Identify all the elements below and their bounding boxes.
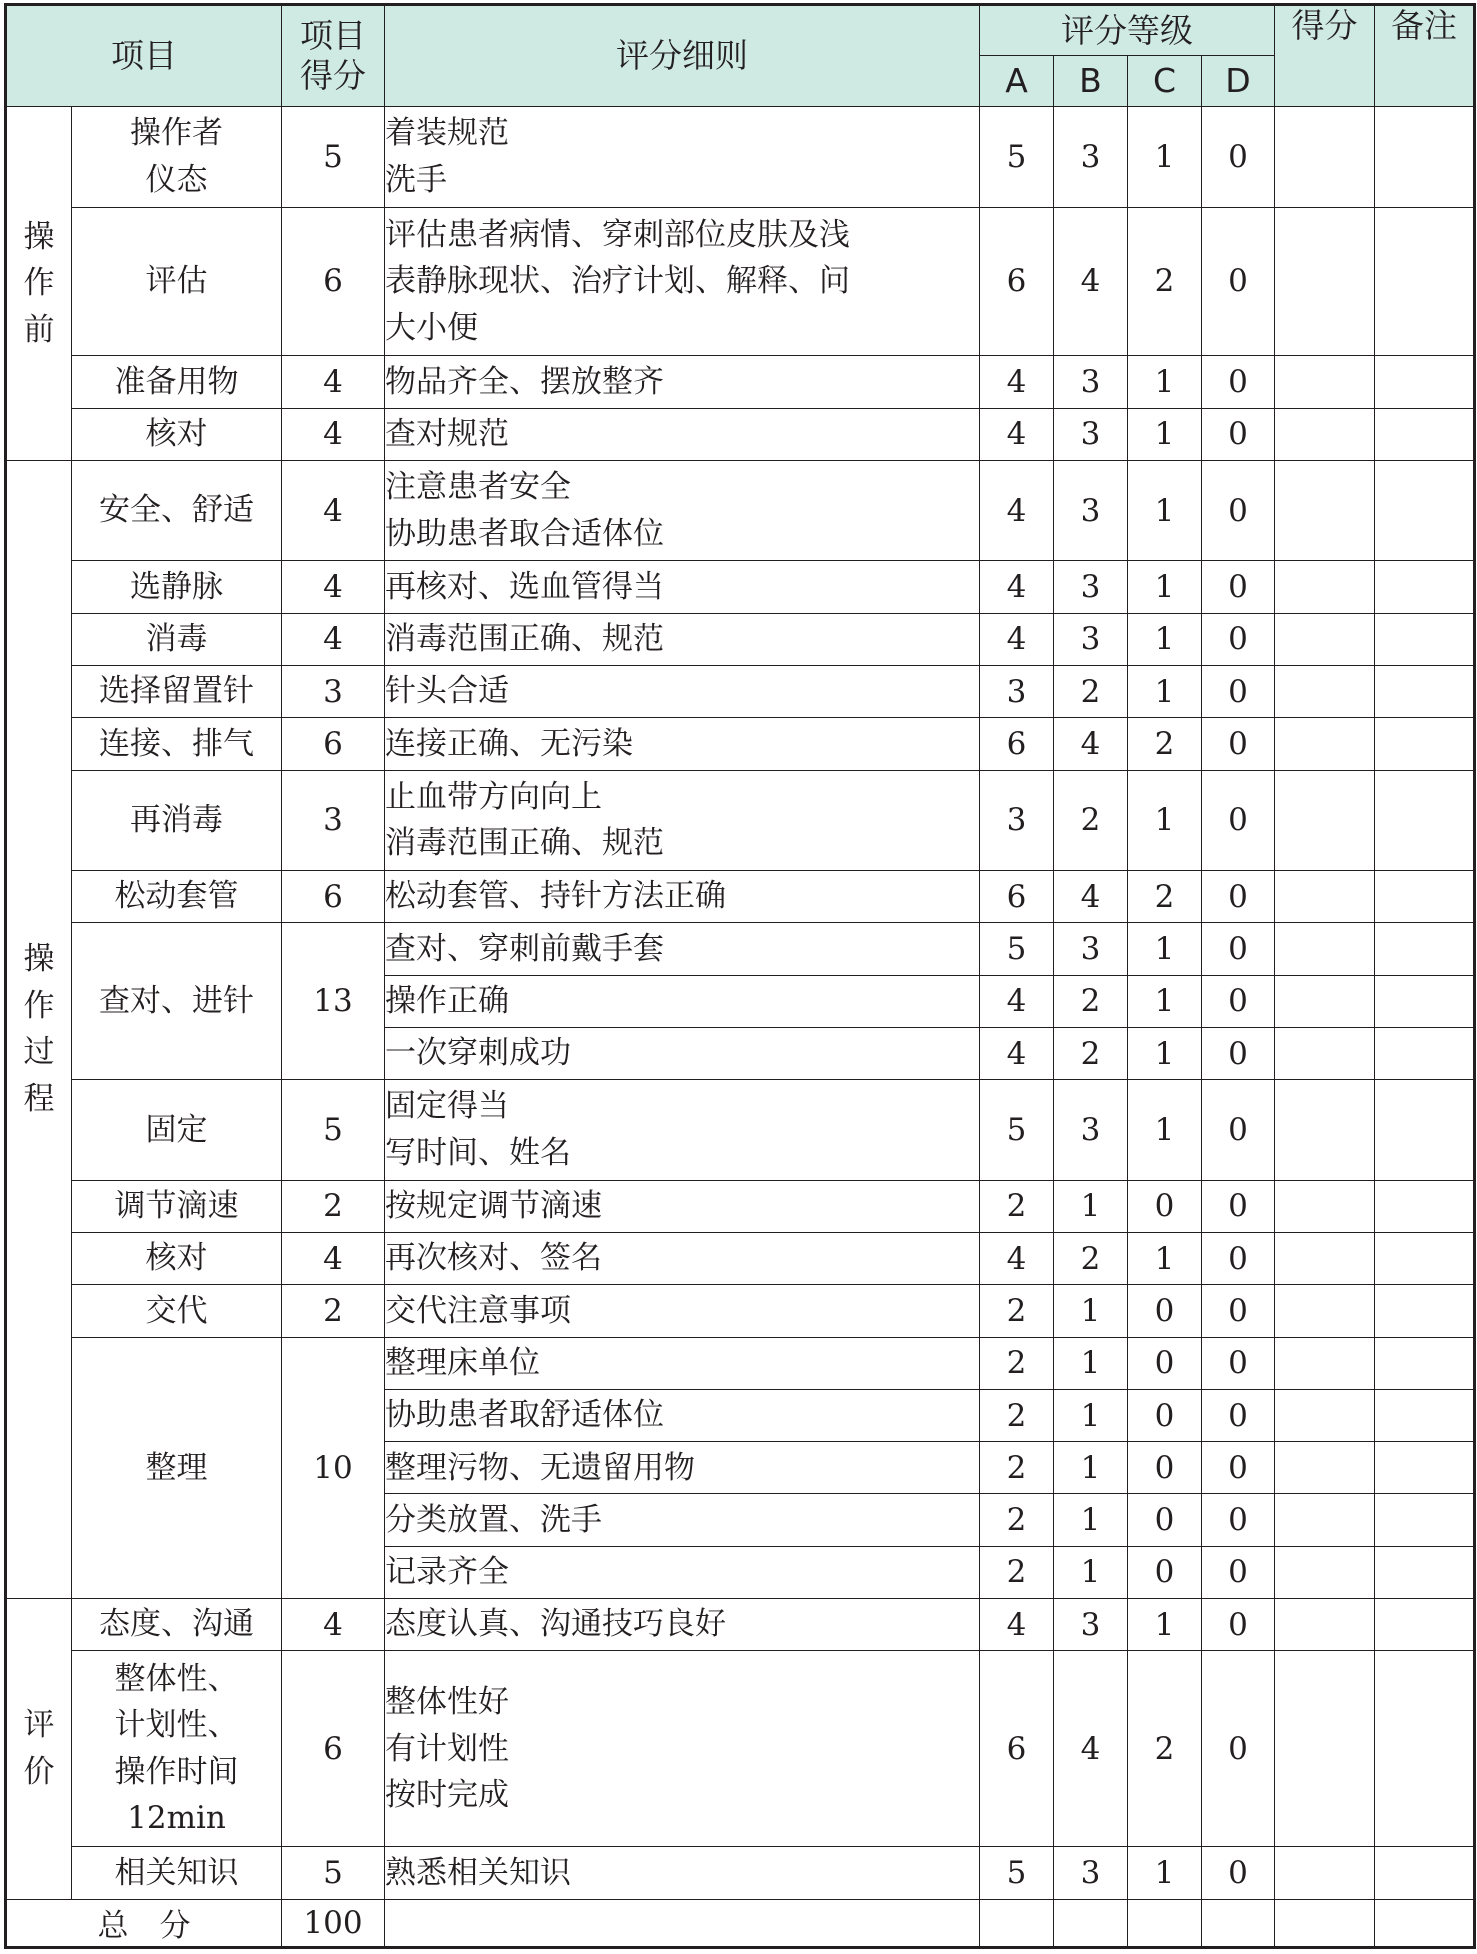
grade-c: 1: [1128, 1233, 1202, 1285]
grade-d: 0: [1202, 1285, 1275, 1337]
remark-cell[interactable]: [1375, 1442, 1475, 1494]
grade-c: 0: [1128, 1546, 1202, 1598]
item-name: 评估: [72, 207, 282, 356]
item-name: 整体性、 计划性、 操作时间 12min: [72, 1651, 282, 1847]
grade-c: 1: [1128, 356, 1202, 408]
grade-a: 4: [980, 613, 1054, 665]
grade-c: 1: [1128, 1027, 1202, 1079]
grade-c: 0: [1128, 1494, 1202, 1546]
grade-d: 0: [1202, 107, 1275, 208]
grade-a: 3: [980, 770, 1054, 871]
grade-d: 0: [1202, 1389, 1275, 1441]
grade-a: 5: [980, 923, 1054, 975]
item-score: 5: [282, 1847, 385, 1899]
remark-cell[interactable]: [1375, 975, 1475, 1027]
remark-cell[interactable]: [1375, 718, 1475, 770]
item-score: 4: [282, 408, 385, 460]
grade-b: 4: [1054, 871, 1128, 923]
rule-detail: 整理床单位: [385, 1337, 980, 1389]
grade-b: 2: [1054, 975, 1128, 1027]
rule-detail: 按规定调节滴速: [385, 1180, 980, 1232]
rule-detail: 分类放置、洗手: [385, 1494, 980, 1546]
grade-a: 6: [980, 1651, 1054, 1847]
grade-c: 0: [1128, 1285, 1202, 1337]
grade-d: 0: [1202, 207, 1275, 356]
item-score: 4: [282, 460, 385, 561]
item-name: 再消毒: [72, 770, 282, 871]
table-row: [6, 1847, 1475, 1899]
item-score: 4: [282, 561, 385, 613]
grade-b: 2: [1054, 770, 1128, 871]
remark-cell[interactable]: [1375, 1180, 1475, 1232]
rule-detail: 一次穿刺成功: [385, 1027, 980, 1079]
grade-b: 1: [1054, 1180, 1128, 1232]
table-body: [6, 107, 1475, 1948]
table-row: [6, 356, 1475, 408]
grade-a: 4: [980, 408, 1054, 460]
table-row: [6, 408, 1475, 460]
item-score: 6: [282, 1651, 385, 1847]
item-name: 消毒: [72, 613, 282, 665]
table-row: [6, 1180, 1475, 1232]
score-cell[interactable]: [1275, 1285, 1375, 1337]
grade-d: 0: [1202, 770, 1275, 871]
rule-detail: 熟悉相关知识: [385, 1847, 980, 1899]
rule-detail: 协助患者取舒适体位: [385, 1389, 980, 1441]
grade-a: 4: [980, 1233, 1054, 1285]
score-cell[interactable]: [1275, 770, 1375, 871]
table-row: [6, 1337, 1475, 1389]
grade-d: 0: [1202, 1598, 1275, 1650]
rule-detail: 态度认真、沟通技巧良好: [385, 1598, 980, 1650]
grade-b: 3: [1054, 408, 1128, 460]
remark-cell[interactable]: [1375, 1546, 1475, 1598]
grade-a: 6: [980, 207, 1054, 356]
remark-cell[interactable]: [1375, 1598, 1475, 1650]
score-cell[interactable]: [1275, 561, 1375, 613]
remark-cell[interactable]: [1375, 460, 1475, 561]
header-grade-c: C: [1128, 56, 1202, 107]
item-name: 交代: [72, 1285, 282, 1337]
item-score: 4: [282, 1233, 385, 1285]
grade-d: 0: [1202, 1080, 1275, 1181]
score-cell[interactable]: [1275, 975, 1375, 1027]
grade-a: 6: [980, 718, 1054, 770]
grade-c: 1: [1128, 107, 1202, 208]
item-score: 4: [282, 1598, 385, 1650]
remark-cell[interactable]: [1375, 1389, 1475, 1441]
table-row: [6, 207, 1475, 356]
grade-c: 0: [1128, 1337, 1202, 1389]
rule-detail: 再次核对、签名: [385, 1233, 980, 1285]
table-row: [6, 460, 1475, 561]
grade-c: 1: [1128, 923, 1202, 975]
score-cell[interactable]: [1275, 1389, 1375, 1441]
rule-detail: 整理污物、无遗留用物: [385, 1442, 980, 1494]
table-row: [6, 107, 1475, 208]
item-name: 固定: [72, 1080, 282, 1181]
remark-cell[interactable]: [1375, 871, 1475, 923]
score-cell[interactable]: [1275, 1080, 1375, 1181]
scoring-table: [4, 3, 1476, 1949]
rule-detail: 针头合适: [385, 665, 980, 717]
rule-detail: 评估患者病情、穿刺部位皮肤及浅 表静脉现状、治疗计划、解释、问 大小便: [385, 207, 980, 356]
item-name: 查对、进针: [72, 923, 282, 1080]
score-cell[interactable]: [1275, 207, 1375, 356]
total-remark-cell[interactable]: [1375, 1899, 1475, 1947]
grade-c: 2: [1128, 1651, 1202, 1847]
grade-d: 0: [1202, 613, 1275, 665]
remark-cell[interactable]: [1375, 561, 1475, 613]
grade-a: 6: [980, 871, 1054, 923]
table-row: [6, 1651, 1475, 1847]
rule-detail: 交代注意事项: [385, 1285, 980, 1337]
item-score: 6: [282, 718, 385, 770]
grade-d: 0: [1202, 923, 1275, 975]
item-score: 10: [282, 1337, 385, 1598]
grade-d: 0: [1202, 1847, 1275, 1899]
rule-detail: 物品齐全、摆放整齐: [385, 356, 980, 408]
section-label: 操 作 前: [6, 107, 72, 461]
total-grade-a: [980, 1899, 1054, 1947]
score-cell[interactable]: [1275, 718, 1375, 770]
item-name: 连接、排气: [72, 718, 282, 770]
grade-d: 0: [1202, 561, 1275, 613]
rule-detail: 查对、穿刺前戴手套: [385, 923, 980, 975]
score-cell[interactable]: [1275, 1546, 1375, 1598]
grade-a: 4: [980, 1027, 1054, 1079]
grade-d: 0: [1202, 1494, 1275, 1546]
item-name: 松动套管: [72, 871, 282, 923]
grade-c: 1: [1128, 460, 1202, 561]
remark-cell[interactable]: [1375, 1337, 1475, 1389]
grade-a: 5: [980, 1847, 1054, 1899]
grade-c: 1: [1128, 613, 1202, 665]
header-grade-b: B: [1054, 56, 1128, 107]
total-score-cell[interactable]: [1275, 1899, 1375, 1947]
score-cell[interactable]: [1275, 460, 1375, 561]
table-row: [6, 718, 1475, 770]
grade-c: 1: [1128, 1598, 1202, 1650]
score-cell[interactable]: [1275, 1494, 1375, 1546]
grade-b: 3: [1054, 107, 1128, 208]
score-cell[interactable]: [1275, 356, 1375, 408]
item-score: 6: [282, 871, 385, 923]
item-name: 态度、沟通: [72, 1598, 282, 1650]
table-row: [6, 613, 1475, 665]
item-name: 整理: [72, 1337, 282, 1598]
score-cell[interactable]: [1275, 665, 1375, 717]
section-label: 评 价: [6, 1598, 72, 1899]
item-score: 13: [282, 923, 385, 1080]
grade-a: 2: [980, 1337, 1054, 1389]
score-cell[interactable]: [1275, 107, 1375, 208]
total-row: [6, 1899, 1475, 1947]
grade-a: 2: [980, 1546, 1054, 1598]
grade-a: 5: [980, 107, 1054, 208]
rule-detail: 再核对、选血管得当: [385, 561, 980, 613]
grade-d: 0: [1202, 1180, 1275, 1232]
grade-b: 3: [1054, 923, 1128, 975]
grade-b: 1: [1054, 1494, 1128, 1546]
remark-cell[interactable]: [1375, 1847, 1475, 1899]
grade-a: 4: [980, 561, 1054, 613]
table-row: [6, 665, 1475, 717]
grade-c: 0: [1128, 1389, 1202, 1441]
header-grade-a: A: [980, 56, 1054, 107]
grade-c: 1: [1128, 561, 1202, 613]
grade-d: 0: [1202, 356, 1275, 408]
rule-detail: 查对规范: [385, 408, 980, 460]
score-cell[interactable]: [1275, 613, 1375, 665]
remark-cell[interactable]: [1375, 770, 1475, 871]
grade-b: 3: [1054, 1598, 1128, 1650]
grade-a: 5: [980, 1080, 1054, 1181]
remark-cell[interactable]: [1375, 107, 1475, 208]
item-score: 4: [282, 613, 385, 665]
header-score: 得分: [1275, 5, 1375, 107]
grade-a: 2: [980, 1180, 1054, 1232]
item-score: 3: [282, 665, 385, 717]
item-score: 2: [282, 1285, 385, 1337]
item-score: 5: [282, 107, 385, 208]
grade-d: 0: [1202, 1027, 1275, 1079]
score-cell[interactable]: [1275, 1598, 1375, 1650]
grade-a: 4: [980, 1598, 1054, 1650]
remark-cell[interactable]: [1375, 923, 1475, 975]
rule-detail: 着装规范 洗手: [385, 107, 980, 208]
grade-c: 0: [1128, 1180, 1202, 1232]
grade-b: 4: [1054, 718, 1128, 770]
header-item-score: 项目 得分: [282, 5, 385, 107]
rule-detail: 操作正确: [385, 975, 980, 1027]
grade-d: 0: [1202, 718, 1275, 770]
grade-a: 2: [980, 1285, 1054, 1337]
item-score: 3: [282, 770, 385, 871]
table-row: [6, 1080, 1475, 1181]
score-cell[interactable]: [1275, 1027, 1375, 1079]
grade-c: 1: [1128, 665, 1202, 717]
header-grade-d: D: [1202, 56, 1275, 107]
rule-detail: 止血带方向向上 消毒范围正确、规范: [385, 770, 980, 871]
grade-c: 2: [1128, 718, 1202, 770]
item-name: 安全、舒适: [72, 460, 282, 561]
grade-c: 1: [1128, 1847, 1202, 1899]
item-score: 6: [282, 207, 385, 356]
grade-b: 3: [1054, 561, 1128, 613]
score-cell[interactable]: [1275, 1233, 1375, 1285]
grade-a: 2: [980, 1442, 1054, 1494]
table-row: [6, 1285, 1475, 1337]
grade-d: 0: [1202, 408, 1275, 460]
item-name: 核对: [72, 408, 282, 460]
remark-cell[interactable]: [1375, 1494, 1475, 1546]
grade-d: 0: [1202, 1546, 1275, 1598]
rule-detail: 整体性好 有计划性 按时完成: [385, 1651, 980, 1847]
grade-a: 4: [980, 460, 1054, 561]
score-cell[interactable]: [1275, 1180, 1375, 1232]
grade-b: 3: [1054, 460, 1128, 561]
table-row: [6, 1233, 1475, 1285]
table-row: [6, 561, 1475, 613]
remark-cell[interactable]: [1375, 1651, 1475, 1847]
item-name: 选择留置针: [72, 665, 282, 717]
score-cell[interactable]: [1275, 871, 1375, 923]
grade-a: 4: [980, 975, 1054, 1027]
grade-a: 2: [980, 1494, 1054, 1546]
grade-c: 1: [1128, 770, 1202, 871]
section-label: 操 作 过 程: [6, 460, 72, 1598]
score-cell[interactable]: [1275, 1847, 1375, 1899]
header-remark: 备注: [1375, 5, 1475, 107]
grade-c: 1: [1128, 1080, 1202, 1181]
item-score: 4: [282, 356, 385, 408]
item-score: 2: [282, 1180, 385, 1232]
table-header: [6, 5, 1475, 107]
grade-c: 1: [1128, 975, 1202, 1027]
grade-b: 2: [1054, 665, 1128, 717]
item-name: 相关知识: [72, 1847, 282, 1899]
grade-b: 4: [1054, 207, 1128, 356]
header-item: 项目: [6, 5, 282, 107]
grade-d: 0: [1202, 460, 1275, 561]
rule-detail: 记录齐全: [385, 1546, 980, 1598]
remark-cell[interactable]: [1375, 1027, 1475, 1079]
rule-detail: 消毒范围正确、规范: [385, 613, 980, 665]
grade-d: 0: [1202, 871, 1275, 923]
remark-cell[interactable]: [1375, 408, 1475, 460]
grade-b: 3: [1054, 1080, 1128, 1181]
grade-b: 3: [1054, 1847, 1128, 1899]
remark-cell[interactable]: [1375, 613, 1475, 665]
grade-d: 0: [1202, 665, 1275, 717]
grade-b: 2: [1054, 1027, 1128, 1079]
grade-b: 2: [1054, 1233, 1128, 1285]
grade-d: 0: [1202, 1233, 1275, 1285]
grade-c: 1: [1128, 408, 1202, 460]
table-row: [6, 871, 1475, 923]
grade-d: 0: [1202, 1337, 1275, 1389]
score-cell[interactable]: [1275, 1337, 1375, 1389]
total-grade-c: [1128, 1899, 1202, 1947]
grade-b: 1: [1054, 1285, 1128, 1337]
table-row: [6, 1598, 1475, 1650]
grade-d: 0: [1202, 975, 1275, 1027]
grade-a: 3: [980, 665, 1054, 717]
item-name: 核对: [72, 1233, 282, 1285]
remark-cell[interactable]: [1375, 1233, 1475, 1285]
grade-b: 3: [1054, 356, 1128, 408]
grade-b: 3: [1054, 613, 1128, 665]
grade-c: 2: [1128, 207, 1202, 356]
grade-c: 0: [1128, 1442, 1202, 1494]
item-name: 操作者 仪态: [72, 107, 282, 208]
rule-detail: 固定得当 写时间、姓名: [385, 1080, 980, 1181]
total-grade-d: [1202, 1899, 1275, 1947]
grade-d: 0: [1202, 1651, 1275, 1847]
table-row: [6, 770, 1475, 871]
rule-detail: 连接正确、无污染: [385, 718, 980, 770]
table-row: [6, 923, 1475, 975]
header-rules: 评分细则: [385, 5, 980, 107]
remark-cell[interactable]: [1375, 207, 1475, 356]
grade-b: 4: [1054, 1651, 1128, 1847]
grade-b: 1: [1054, 1337, 1128, 1389]
item-name: 选静脉: [72, 561, 282, 613]
remark-cell[interactable]: [1375, 356, 1475, 408]
rule-detail: 松动套管、持针方法正确: [385, 871, 980, 923]
grade-a: 4: [980, 356, 1054, 408]
grade-a: 2: [980, 1389, 1054, 1441]
item-name: 调节滴速: [72, 1180, 282, 1232]
remark-cell[interactable]: [1375, 1285, 1475, 1337]
score-cell[interactable]: [1275, 923, 1375, 975]
total-label: 总 分: [6, 1899, 282, 1947]
header-grade: 评分等级: [980, 5, 1275, 56]
score-cell[interactable]: [1275, 1442, 1375, 1494]
item-score: 5: [282, 1080, 385, 1181]
total-grade-b: [1054, 1899, 1128, 1947]
score-cell[interactable]: [1275, 1651, 1375, 1847]
score-cell[interactable]: [1275, 408, 1375, 460]
grade-b: 1: [1054, 1389, 1128, 1441]
total-detail: [385, 1899, 980, 1947]
item-name: 准备用物: [72, 356, 282, 408]
rule-detail: 注意患者安全 协助患者取合适体位: [385, 460, 980, 561]
grade-b: 1: [1054, 1442, 1128, 1494]
grade-b: 1: [1054, 1546, 1128, 1598]
grade-c: 2: [1128, 871, 1202, 923]
grade-d: 0: [1202, 1442, 1275, 1494]
remark-cell[interactable]: [1375, 665, 1475, 717]
remark-cell[interactable]: [1375, 1080, 1475, 1181]
total-score: 100: [282, 1899, 385, 1947]
